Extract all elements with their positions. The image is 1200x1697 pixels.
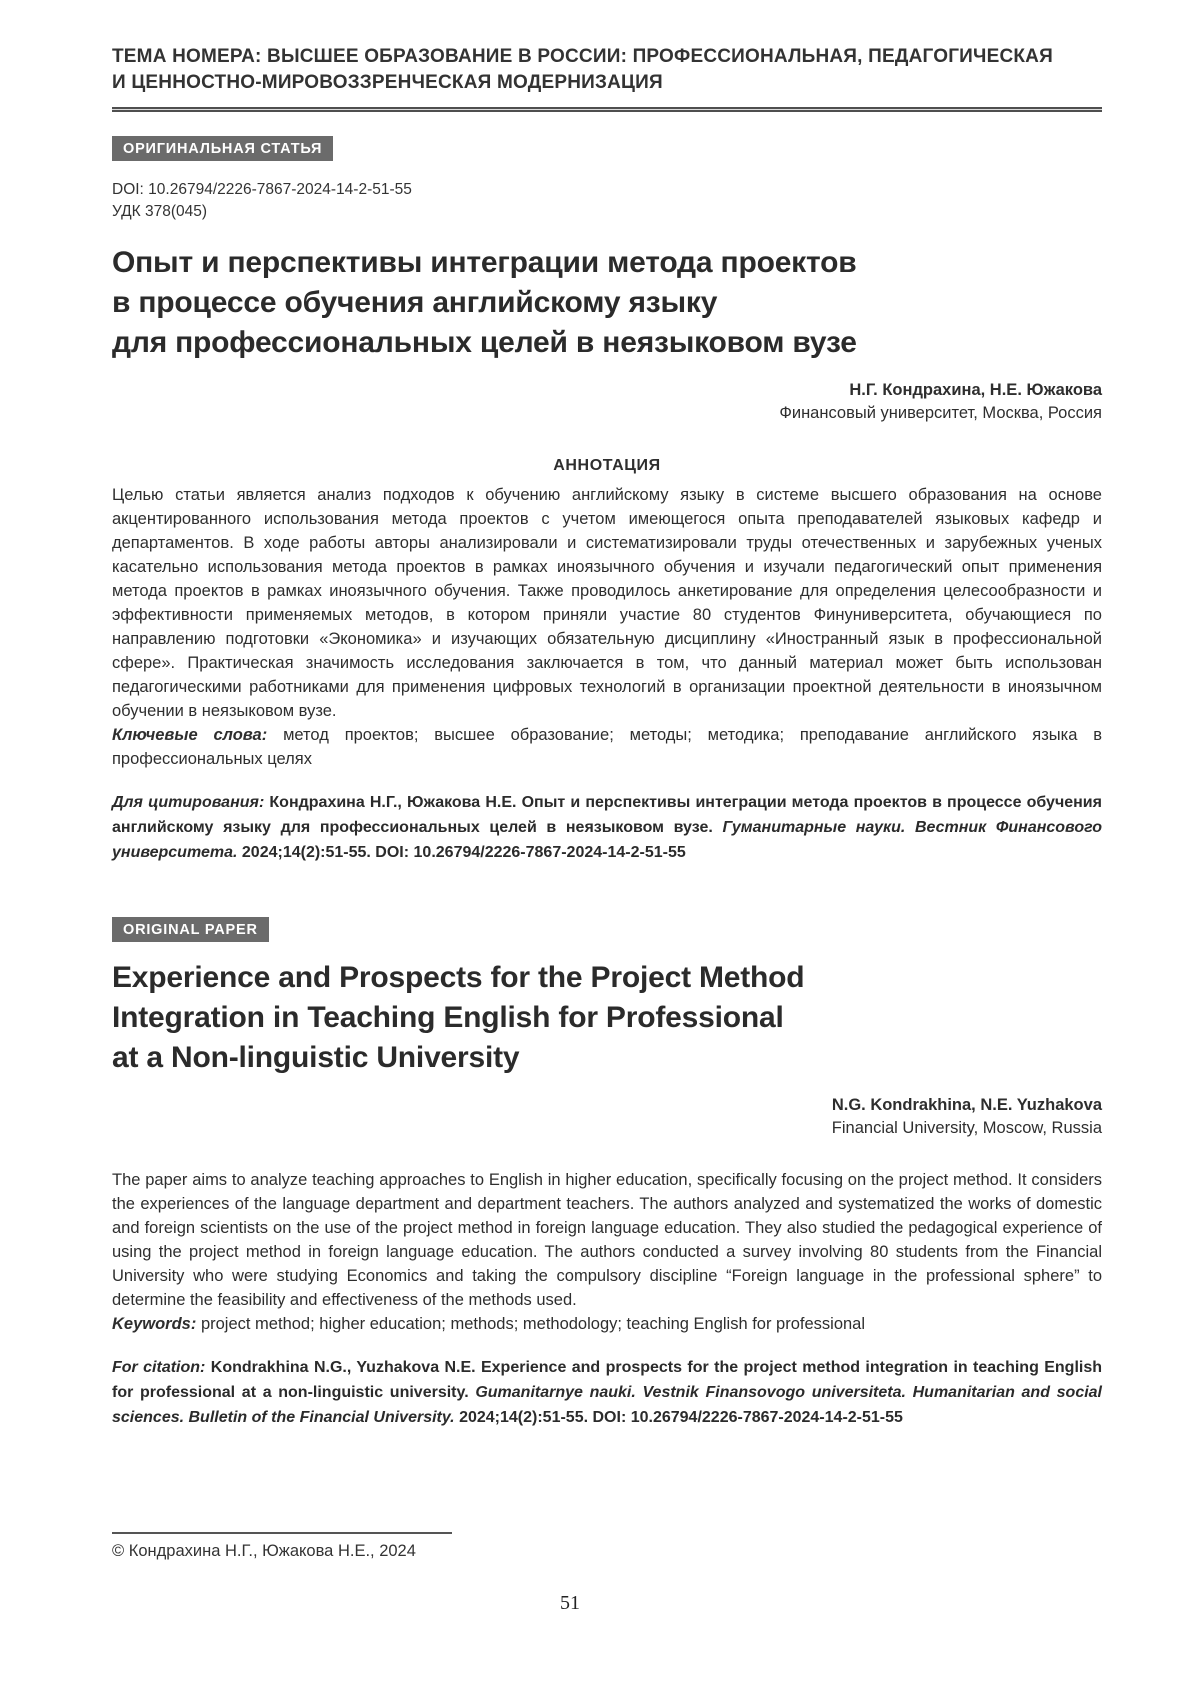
affiliation-en: Financial University, Moscow, Russia (831, 1119, 1102, 1137)
issue-theme-header: ТЕМА НОМЕРА: ВЫСШЕЕ ОБРАЗОВАНИЕ В РОССИИ: ПРОФЕССИОНАЛЬНАЯ, ПЕДАГОГИЧЕСКАЯ И ЦЕННОСТНО-МИРОВОЗЗРЕНЧЕСКАЯ МОДЕРНИЗАЦИЯ (112, 46, 1053, 93)
abstract-ru (112, 483, 1102, 771)
footer-divider (112, 1532, 452, 1534)
citation-label-ru: Для цитирования: (112, 794, 265, 811)
authors-en: N.G. Kondrakhina, N.E. Yuzhakova (831, 1096, 1102, 1114)
keywords-label-ru: Ключевые слова: (112, 726, 268, 744)
udk-line: УДК 378(045) (112, 203, 208, 220)
abstract-text-ru: Целью статьи является анализ подходов к обучению английскому языку в системе высшего образования на основе акцентированного использования метода проектов с учетом имеющегося опыта преподавателей языковых кафедр и департаментов. В ходе работы авторы анализировали и систематизировали труды отечественных и зарубежных ученых касательно использования метода проектов в рамках иноязычного обучения и изучали педагогический опыт применения метода проектов в рамках иноязычного обучения. Также проводилось анкетирование для определения целесообразности и эффективности применяемых методов, в котором приняли участие 80 студентов Финуниверситета, обучающиеся по направлению подготовки «Экономика» и изучающих обязательную дисциплину «Иностранный язык в профессиональной сфере». Практическая значимость исследования заключается в том, что данный материал может быть использован педагогическими работниками для применения цифровых технологий в организации проектной деятельности в иноязычном обучении в неязыковом вузе. (112, 486, 1102, 720)
doi-line: DOI: 10.26794/2226-7867-2024-14-2-51-55 (112, 181, 412, 198)
citation-journal-ru: Гуманитарные науки. Вестник Финансового университета. (112, 819, 1103, 861)
article-meta (112, 179, 1102, 223)
citation-main-ru: Кондрахина Н.Г., Южакова Н.Е. Опыт и перспективы интеграции метода проектов в процессе обучения английскому языку для профессиональных целей в неязыковом вузе. (112, 794, 1102, 836)
citation-journal-en: Gumanitarnye nauki. Vestnik Finansovogo universiteta. Humanitarian and social sciences. Bulletin of the Financial University. (112, 1384, 1103, 1426)
abstract-en (112, 1168, 1102, 1336)
abstract-text-en: The paper aims to analyze teaching approaches to English in higher education, specifically focusing on the project method. It considers the experiences of the language department and department teachers. The authors analyzed and systematized the works of domestic and foreign scientists on the use of the project method in foreign language education. They also studied the pedagogical experience of using the project method in foreign language education. The authors conducted a survey involving 80 students from the Financial University who were studying Economics and taking the compulsory discipline “Foreign language in the professional sphere” to determine the feasibility and effectiveness of the methods used. (112, 1171, 1102, 1309)
abstract-heading-ru: АННОТАЦИЯ (553, 457, 661, 474)
keywords-ru: метод проектов; высшее образование; методы; методика; преподавание английского языка в профессиональных целях (112, 726, 1103, 768)
citation-ru (112, 790, 1102, 865)
citation-label-en: For citation: (112, 1359, 206, 1376)
page-content (112, 0, 1102, 1430)
article-type-badge-ru: ОРИГИНАЛЬНАЯ СТАТЬЯ (112, 136, 333, 161)
copyright-line: © Кондрахина Н.Г., Южакова Н.Е., 2024 (112, 1542, 416, 1560)
authors-ru: Н.Г. Кондрахина, Н.Е. Южакова (849, 381, 1102, 399)
citation-tail-ru: 2024;14(2):51-55. DOI: 10.26794/2226-7867-2024-14-2-51-55 (241, 844, 686, 861)
citation-tail-en: 2024;14(2):51-55. DOI: 10.26794/2226-7867-2024-14-2-51-55 (459, 1409, 903, 1426)
citation-en (112, 1355, 1102, 1430)
keywords-en: project method; higher education; methods; methodology; teaching English for professional (200, 1315, 866, 1333)
affiliation-ru: Финансовый университет, Москва, Россия (779, 404, 1102, 422)
citation-main-en: Kondrakhina N.G., Yuzhakova N.E. Experience and prospects for the project method integration in teaching English for professional at a non-linguistic university. (112, 1359, 1103, 1401)
page-number: 51 (560, 1592, 580, 1614)
keywords-label-en: Keywords: (112, 1315, 197, 1333)
article-title-en: Experience and Prospects for the Project Method Integration in Teaching English for Professional at a Non-linguistic University (112, 961, 805, 1074)
article-type-badge-en: ORIGINAL PAPER (112, 917, 269, 942)
article-title-ru: Опыт и перспективы интеграции метода проектов в процессе обучения английскому языку для профессиональных целей в неязыковом вузе (112, 246, 857, 359)
